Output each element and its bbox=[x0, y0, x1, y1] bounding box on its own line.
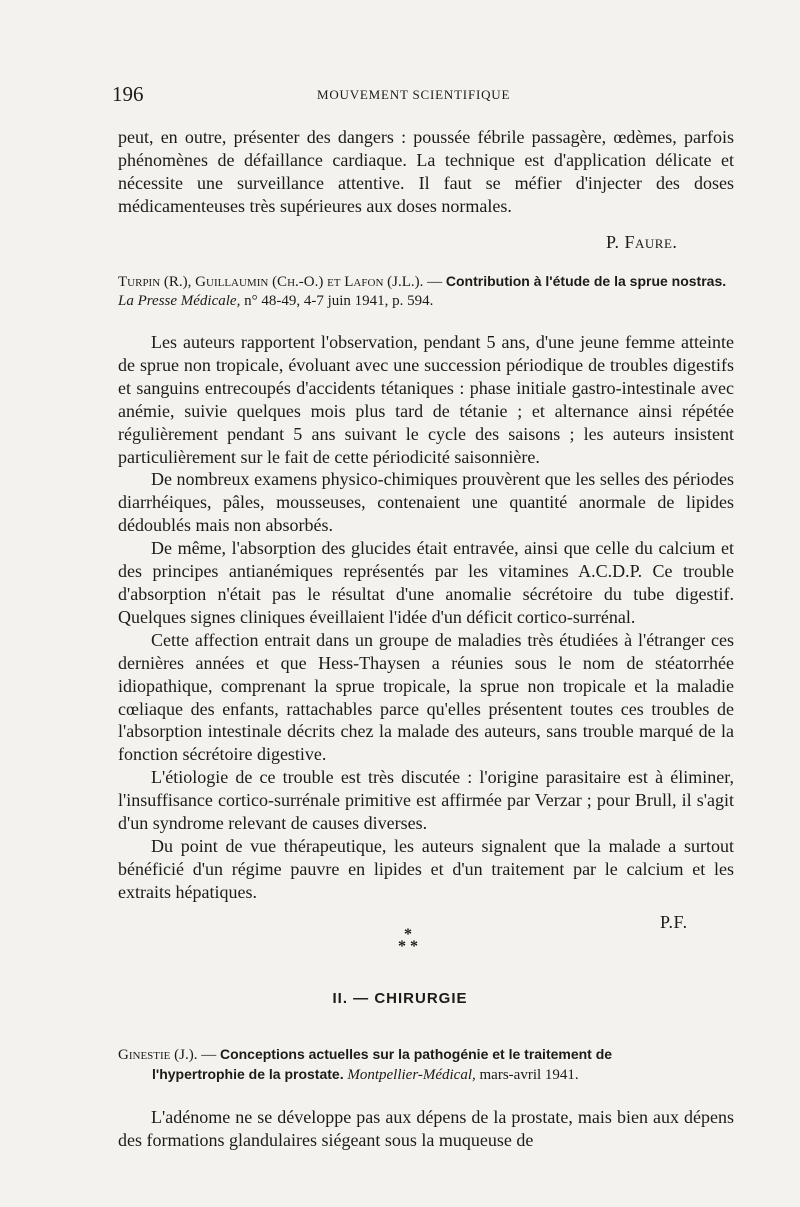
abstract-paragraph: L'étiologie de ce trouble est très discutée : l'origine parasitaire est à éliminer, l'insuffisance cortico-surrénale primitive est affirmée par Verzar ; pour Brull, il s'agit d'un syndrome relevant de causes diverses. bbox=[118, 767, 734, 834]
asterism-separator bbox=[388, 926, 428, 955]
reference-authors: Turpin (R.), Guillaumin (Ch.-O.) et Lafon (J.L.). — bbox=[118, 274, 446, 290]
previous-article-conclusion bbox=[118, 126, 734, 218]
reference-authors: Ginestie (J.). — bbox=[118, 1047, 220, 1063]
turpin-abstract bbox=[118, 331, 734, 904]
ginestie-reference bbox=[118, 1045, 734, 1085]
abstract-paragraph: L'adénome ne se développe pas aux dépens de la prostate, mais bien aux dépens des formations glandulaires siégeant sous la muqueuse de bbox=[118, 1107, 734, 1150]
reference-journal: La Presse Médicale, bbox=[118, 293, 241, 309]
signature-initial: P. bbox=[606, 232, 625, 252]
running-head: MOUVEMENT SCIENTIFIQUE bbox=[317, 87, 511, 102]
asterism-top: * bbox=[404, 926, 412, 943]
reference-title: Contribution à l'étude de la sprue nostras. bbox=[445, 273, 727, 289]
ginestie-abstract bbox=[118, 1106, 734, 1152]
reference-details: n° 48-49, 4-7 juin 1941, p. 594. bbox=[240, 293, 434, 309]
section-heading: II. — CHIRURGIE bbox=[332, 990, 468, 1007]
reference-title-line1: Conceptions actuelles sur la pathogénie et le traitement de bbox=[219, 1046, 613, 1062]
reference-details: mars-avril 1941. bbox=[475, 1067, 579, 1083]
conclusion-paragraph: peut, en outre, présenter des dangers : poussée fébrile passagère, œdèmes, parfois phénomènes de défaillance cardiaque. La technique est d'application délicate et nécessite une surveillance attentive. Il faut se méfier d'injecter des doses médicamenteuses très supérieures aux doses normales. bbox=[118, 127, 734, 216]
abstract-paragraph: Du point de vue thérapeutique, les auteurs signalent que la malade a surtout bénéficié d'un régime pauvre en lipides et d'un traitement par le calcium et les extraits hépatiques. bbox=[118, 835, 734, 902]
page-number: 196 bbox=[112, 82, 144, 106]
signature-faure bbox=[606, 232, 677, 253]
abstract-paragraph: De même, l'absorption des glucides était entravée, ainsi que celle du calcium et des principes antianémiques représentés par les vitamines A.C.D.P. Ce trouble d'absorption n'était pas le résultat d'une anomalie sécrétoire du tube digestif. Quelques signes cliniques éveillaient l'idée d'un déficit cortico-surrénal. bbox=[118, 538, 734, 627]
asterism-bottom: * * bbox=[398, 938, 418, 955]
abstract-paragraph: Cette affection entrait dans un groupe de maladies très étudiées à l'étranger ces dernières années et que Hess-Thaysen a réunies sous le nom de stéatorrhée idiopathique, comprenant la sprue tropicale, la sprue non tropicale et la maladie cœliaque des enfants, rattachables parce qu'elles présentent toutes ces troubles de l'absorption intestinale décrits chez la malade des auteurs, sans trouble marqué de la fonction sécrétoire digestive. bbox=[118, 629, 734, 765]
reference-journal: Montpellier-Médical, bbox=[347, 1067, 476, 1083]
abstract-paragraph: Les auteurs rapportent l'observation, pendant 5 ans, d'une jeune femme atteinte de sprue non tropicale, évoluant avec une succession périodique de troubles digestifs et sanguins entrecoupés d'accidents tétaniques : phase initiale gastro-intestinale avec anémie, suivie quelques mois plus tard de tétanie ; et alternance ainsi répétée régulièrement pendant 5 ans suivant le cycle des saisons ; les auteurs insistent particulièrement sur le fait de cette périodicité saisonnière. bbox=[118, 332, 734, 467]
page-header bbox=[112, 82, 732, 106]
signature-name: Faure. bbox=[624, 232, 678, 252]
reference-title-line2: l'hypertrophie de la prostate. bbox=[152, 1066, 344, 1082]
turpin-reference bbox=[118, 272, 734, 311]
abstract-paragraph: De nombreux examens physico-chimiques prouvèrent que les selles des périodes diarrhéiques, pâles, mousseuses, contenaient une quantité anormale de lipides dédoublés mais non absorbés. bbox=[118, 469, 734, 536]
signature-pf: P.F. bbox=[660, 912, 688, 932]
